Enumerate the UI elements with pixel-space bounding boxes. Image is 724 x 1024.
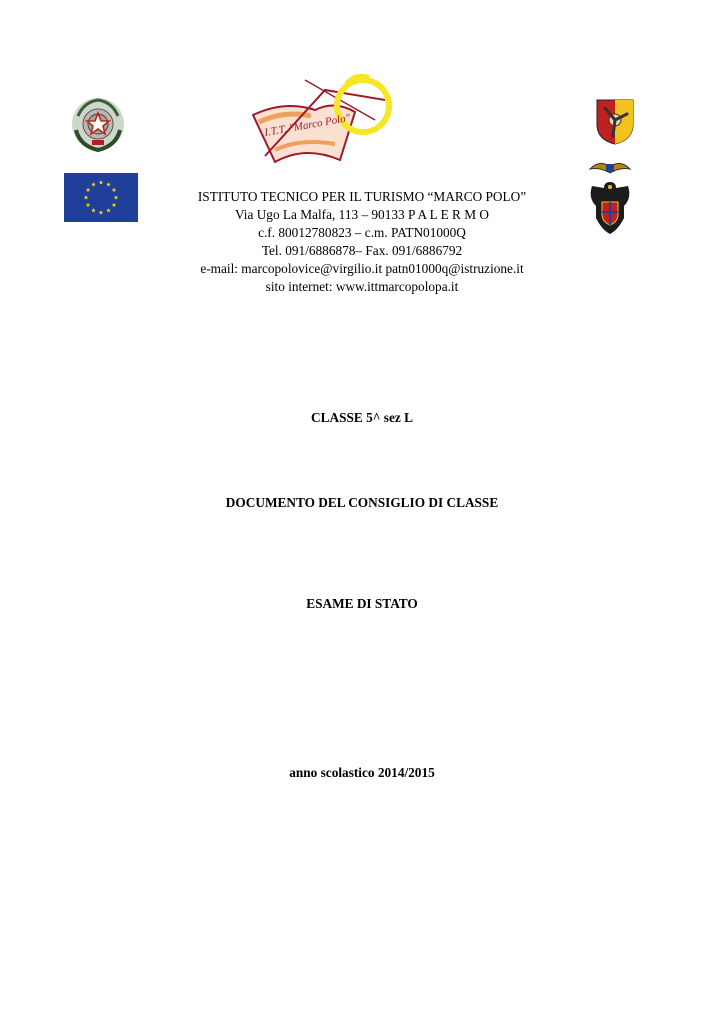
school-phone: Tel. 091/6886878– Fax. 091/6886792 xyxy=(261,243,463,258)
document-title: DOCUMENTO DEL CONSIGLIO DI CLASSE xyxy=(225,495,499,510)
marco-polo-school-logo-icon xyxy=(245,70,405,170)
european-union-flag-icon xyxy=(64,173,138,222)
school-header xyxy=(150,188,574,296)
school-logo-text: I.T.T. "Marco Polo" xyxy=(263,112,352,139)
sicily-region-emblem-icon xyxy=(595,98,635,146)
school-codes: c.f. 80012780823 – c.m. PATN01000Q xyxy=(258,225,466,240)
eagle-crest-icon xyxy=(588,159,632,175)
italian-republic-emblem-icon xyxy=(70,96,126,152)
palermo-province-eagle-emblem-icon xyxy=(588,178,632,236)
school-address: Via Ugo La Malfa, 113 – 90133 P A L E R M O xyxy=(234,207,490,222)
class-heading: CLASSE 5^ sez L xyxy=(311,410,413,425)
school-name: ISTITUTO TECNICO PER IL TURISMO “MARCO POLO” xyxy=(197,189,527,204)
school-year: anno scolastico 2014/2015 xyxy=(289,765,435,780)
school-email: e-mail: marcopolovice@virgilio.it patn01000q@istruzione.it xyxy=(200,261,524,276)
exam-heading: ESAME DI STATO xyxy=(306,596,418,611)
school-website: sito internet: www.ittmarcopolopa.it xyxy=(265,279,459,294)
